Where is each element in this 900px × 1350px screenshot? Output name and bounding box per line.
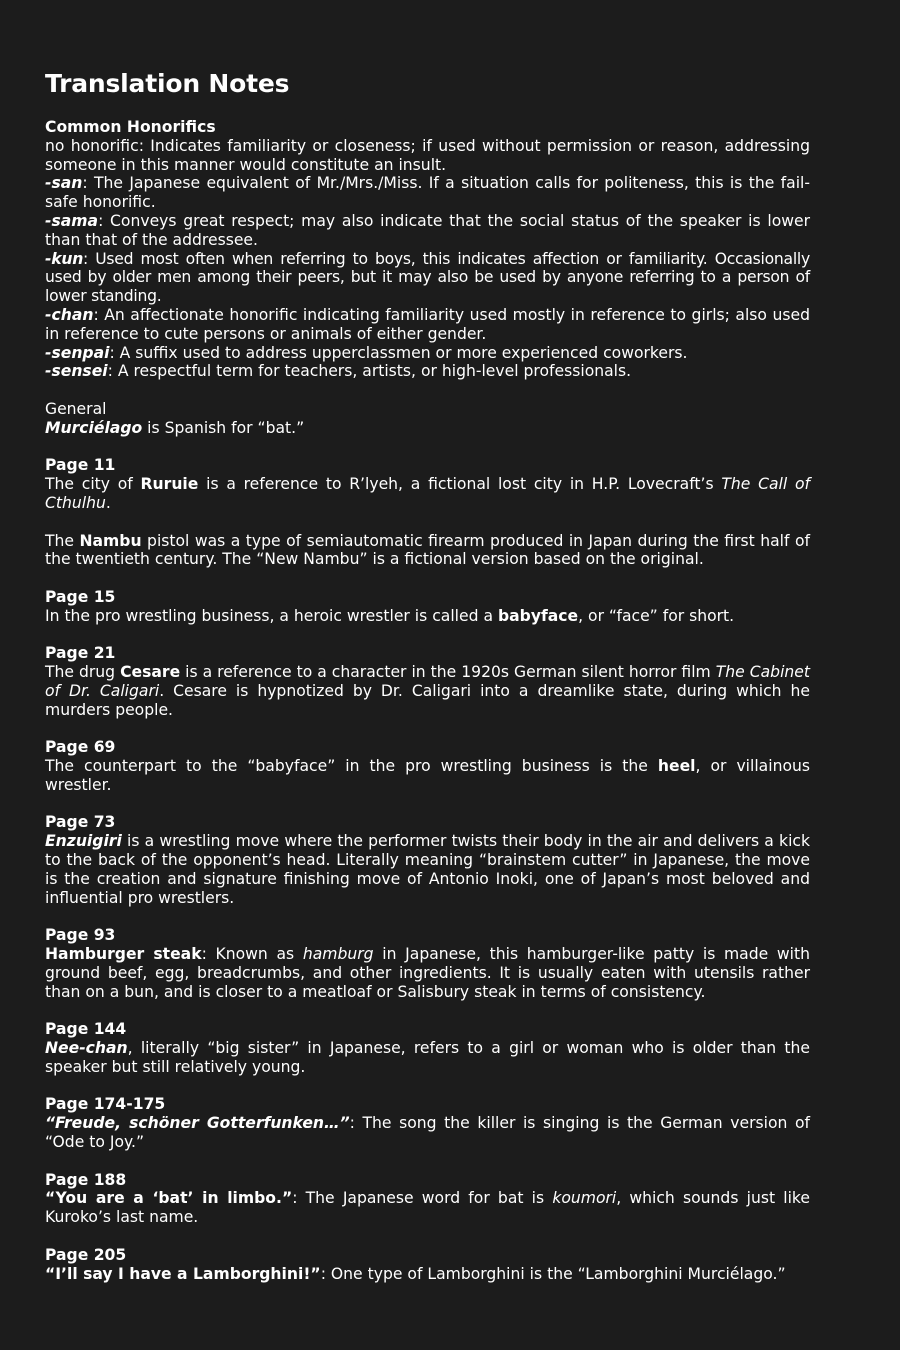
note-heel: The counterpart to the “babyface” in the pro wrestling business is the heel, or villainous wrestler. [45, 757, 810, 794]
note-senpai: -senpai: A suffix used to address upperclassmen or more experienced coworkers. [45, 343, 688, 362]
term: Ruruie [140, 475, 199, 494]
section-page-21 [45, 644, 810, 719]
term: babyface [497, 606, 579, 625]
note-kun: -kun: Used most often when referring to boys, this indicates affection or familiarity. Occasionally used by older men among their peers, but it may also be used by anyone referring to a person of lower standing. [45, 249, 810, 306]
japanese-word: koumori [552, 1189, 617, 1208]
section-page-174-175 [45, 1095, 810, 1151]
term: -kun [45, 249, 84, 268]
term: “Freude, schöner Gotterfunken…” [45, 1114, 350, 1133]
note-enzuigiri: Enzuigiri is a wrestling move where the performer twists their body in the air and delivers a kick to the back of the opponent’s head. Literally meaning “brainstem cutter” in Japanese, the move is the creation and signature finishing move of Antonio Inoki, one of Japan’s most beloved and influential pro wrestlers. [45, 832, 810, 907]
term: Cesare [120, 663, 181, 682]
section-common-honorifics [45, 118, 810, 381]
translation-notes-page [45, 68, 810, 1283]
note-sama: -sama: Conveys great respect; may also indicate that the social status of the speaker is lower than that of the addressee. [45, 211, 810, 249]
note-murcielago: Murciélago is Spanish for “bat.” [45, 418, 305, 437]
section-heading: Page 73 [45, 813, 116, 832]
section-page-11 [45, 456, 810, 569]
note-san: -san: The Japanese equivalent of Mr./Mrs./Miss. If a situation calls for politeness, this is the fail-safe honorific. [45, 174, 810, 212]
note-ruruie: The city of Ruruie is a reference to R’lyeh, a fictional lost city in H.P. Lovecraft’s The Call of Cthulhu. [45, 475, 810, 512]
note-lamborghini: “I’ll say I have a Lamborghini!”: One type of Lamborghini is the “Lamborghini Murciélago.” [45, 1264, 786, 1283]
section-general [45, 400, 810, 438]
section-heading: Page 93 [45, 926, 116, 945]
note-sensei: -sensei: A respectful term for teachers, artists, or high-level professionals. [45, 362, 632, 381]
section-heading: Page 11 [45, 456, 116, 475]
section-heading: Page 205 [45, 1245, 127, 1264]
section-heading: General [45, 399, 107, 418]
term: -san [45, 174, 83, 193]
section-page-69 [45, 738, 810, 794]
section-page-205 [45, 1246, 810, 1284]
section-heading: Page 174-175 [45, 1095, 166, 1114]
section-page-188 [45, 1171, 810, 1227]
term: “I’ll say I have a Lamborghini!” [45, 1264, 321, 1283]
section-heading: Page 144 [45, 1020, 127, 1039]
term: -chan [45, 305, 94, 324]
term: heel [657, 757, 696, 776]
note-nambu: The Nambu pistol was a type of semiautomatic firearm produced in Japan during the first half of the twentieth century. The “New Nambu” is a fictional version based on the original. [45, 531, 810, 569]
term: Nee-chan [45, 1039, 128, 1058]
term: Nambu [79, 531, 142, 550]
note-cesare: The drug Cesare is a reference to a character in the 1920s German silent horror film The Cabinet of Dr. Caligari. Cesare is hypnotized by Dr. Caligari into a dreamlike state, during which he murders people. [45, 663, 810, 719]
page-title: Translation Notes [45, 69, 290, 98]
term: -sensei [45, 362, 108, 381]
note-chan: -chan: An affectionate honorific indicating familiarity used mostly in reference to girls; also used in reference to cute persons or animals of either gender. [45, 305, 810, 343]
note-babyface: In the pro wrestling business, a heroic wrestler is called a babyface, or “face” for short. [45, 606, 735, 625]
japanese-word: hamburg [302, 945, 374, 964]
term: -sama [45, 211, 99, 230]
film-title: The Cabinet of Dr. Caligari [45, 663, 810, 700]
section-heading: Page 15 [45, 587, 116, 606]
section-page-144 [45, 1020, 810, 1076]
note-hamburger-steak: Hamburger steak: Known as hamburg in Japanese, this hamburger-like patty is made with ground beef, egg, breadcrumbs, and other ingredients. It is usually eaten with utensils rather than on a bun, and is closer to a meatloaf or Salisbury steak in terms of consistency. [45, 945, 811, 1001]
section-heading: Page 69 [45, 738, 116, 757]
term: Hamburger steak [45, 945, 202, 964]
section-page-15 [45, 588, 810, 626]
notes-body [45, 118, 810, 1283]
section-heading: Common Honorifics [45, 118, 216, 136]
note-ode-to-joy: “Freude, schöner Gotterfunken…”: The song the killer is singing is the German version of “Ode to Joy.” [45, 1114, 811, 1152]
section-page-93 [45, 926, 810, 1001]
note-bat-in-limbo: “You are a ‘bat’ in limbo.”: The Japanese word for bat is koumori, which sounds just like Kuroko’s last name. [45, 1189, 810, 1227]
note-no-honorific: no honorific: Indicates familiarity or closeness; if used without permission or reason, addressing someone in this manner would constitute an insult. [45, 136, 810, 174]
term: “You are a ‘bat’ in limbo.” [45, 1189, 293, 1208]
section-heading: Page 188 [45, 1170, 127, 1189]
section-page-73 [45, 813, 810, 907]
term: Murciélago [45, 418, 143, 437]
term: Enzuigiri [45, 832, 122, 851]
term: -senpai [45, 343, 110, 362]
section-heading: Page 21 [45, 644, 116, 663]
book-title: The Call of Cthulhu [45, 475, 810, 512]
note-nee-chan: Nee-chan, literally “big sister” in Japanese, refers to a girl or woman who is older than the speaker but still relatively young. [45, 1039, 810, 1076]
